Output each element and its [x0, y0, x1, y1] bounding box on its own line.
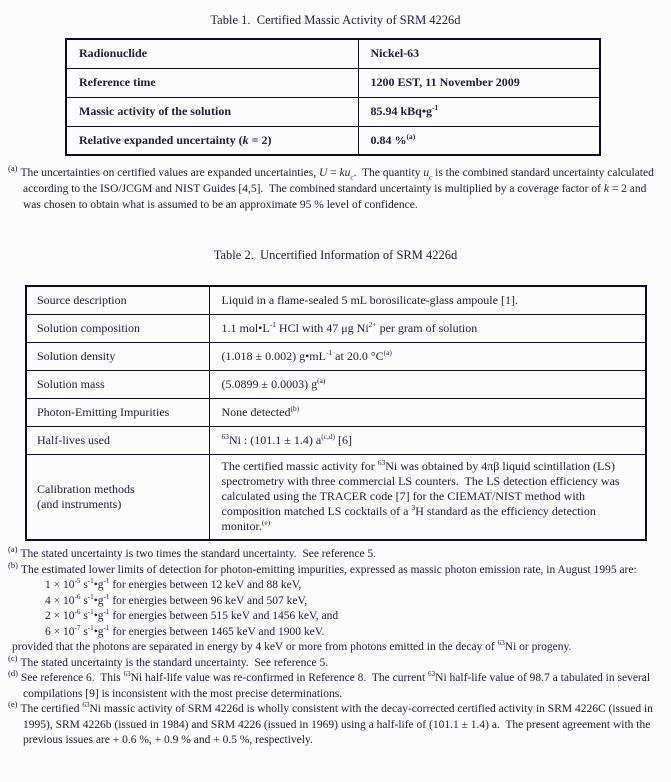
row-label: Solution density	[26, 342, 209, 370]
table-row	[66, 126, 600, 155]
row-value: $^{63}$Ni : (101.1 ± 1.4) $a^{(c,d)}$ [6]	[209, 426, 646, 454]
row-value: 0.84 %$^{(a)}$	[358, 126, 600, 155]
detection-limit-line: $2 \times 10^{-6}$ $s^{-1}•g^{-1}$ for energies between 515 keV and 1456 keV, and	[45, 608, 339, 622]
row-label: Solution composition	[26, 314, 209, 342]
table-row	[26, 370, 646, 398]
row-value: (1.018 ± 0.002) $g•mL^{-1}$ at 20.0 $^\circ C^{(a)}$	[209, 342, 646, 370]
footnote-e	[8, 699, 663, 749]
row-label: Radionuclide	[66, 39, 358, 68]
footnote-text: The estimated lower limits of detection for photon-emitting impurities, expressed as massic photon emission rate, in August 1995 are:	[20, 563, 637, 576]
detection-limit-line: $1 \times 10^{-5}$ $s^{-1}•g^{-1}$ for energies between 12 keV and 88 keV,	[45, 577, 302, 591]
table-row	[26, 398, 646, 426]
footnote-d	[8, 668, 663, 702]
table1-certified-massic-activity	[65, 38, 601, 156]
table-row	[26, 454, 646, 540]
detection-limit-line: $4 \times 10^{-6}$ $s^{-1}•g^{-1}$ for energies between 96 keV and 507 keV,	[45, 592, 308, 607]
row-label: Source description	[26, 286, 209, 314]
table2-title: Table 2. Uncertified Information of SRM 4226d	[213, 248, 458, 262]
table-row	[26, 342, 646, 370]
row-value: 1200 EST, 11 November 2009	[358, 68, 600, 97]
footnote-text: The uncertainties on certified values are expanded uncertainties, $U = ku_c$. The quantity $u_c$ is the combined standard uncertainty calculated according to the ISO/JCGM and NIST Guides [4,5]. The combined standard uncertainty is multiplied by a coverage factor of k = 2 and was chosen to obtain what is assumed to be an approximate 95 % level of confidence.	[20, 167, 657, 211]
detection-limit-line: $6 \times 10^{-7}$ $s^{-1}•g^{-1}$ for energies between 1465 keV and 1900 keV.	[45, 623, 325, 638]
footnote-marker: (e)	[8, 699, 18, 710]
row-label: Calibration methods (and instruments)	[26, 454, 209, 540]
footnote-marker: (a)	[8, 544, 18, 555]
footnote-marker: (a)	[8, 163, 18, 174]
row-label: Solution mass	[26, 370, 209, 398]
row-value: Nickel-63	[358, 39, 600, 68]
table-row	[66, 97, 600, 126]
footnote-c	[8, 652, 663, 672]
row-label: Half-lives used	[26, 426, 209, 454]
footnote-b-tail: provided that the photons are separated in energy by 4 keV or more from photons emitted in the decay of $^{63}$Ni or progeny.	[12, 639, 572, 653]
row-label: Massic activity of the solution	[66, 97, 358, 126]
footnote-text: See reference 6. This $^{63}$Ni half-life value was re-confirmed in Reference 8. The current $^{63}$Ni half-life value of 98.7 a tabulated in several compilations [9] is inconsistent with the most precise determinations.	[20, 670, 653, 700]
row-label: Photon-Emitting Impurities	[26, 398, 209, 426]
row-value: Liquid in a flame-sealed 5 mL borosilicate-glass ampoule [1].	[209, 286, 646, 314]
footnote-a	[8, 544, 663, 563]
table1-title: Table 1. Certified Massic Activity of SRM 4226d	[210, 13, 461, 27]
table-row	[26, 314, 646, 342]
row-label: Reference time	[66, 68, 358, 97]
table-row	[66, 68, 600, 97]
table-row	[26, 286, 646, 314]
footnote-marker: (d)	[8, 668, 18, 679]
table2-uncertified-information	[25, 285, 647, 541]
row-value: 85.94 $kBq•g^{-1}$	[358, 97, 600, 126]
footnote-marker: (c)	[8, 652, 18, 663]
table-row	[66, 39, 600, 68]
table1-footnote-a	[8, 165, 663, 213]
table-row	[26, 426, 646, 454]
row-value: The certified massic activity for $^{63}$Ni was obtained by 4πβ liquid scintillation (LS) spectrometry with three commercial LS counters. The LS detection efficiency was calculated using the TRACER code [7] for the CIEMAT/NIST method with composition matched LS cocktails of a $^3$H standard as the efficiency detection monitor.$^{(e)}$	[209, 454, 646, 540]
table2-footnotes	[8, 544, 663, 749]
footnote-marker: (b)	[8, 559, 18, 570]
row-value: None detected$^{(b)}$	[209, 398, 646, 426]
row-value: 1.1 $mol•L^{-1}$ HCl with 47 μg $Ni^{2+}$ per gram of solution	[209, 314, 646, 342]
footnote-text: The stated uncertainty is two times the standard uncertainty. See reference 5.	[20, 548, 377, 560]
footnote-text: The certified $^{63}$Ni massic activity of SRM 4226d is wholly consistent with the decay-corrected certified activity in SRM 4226C (issued in 1995), SRM 4226b (issued in 1984) and SRM 4226 (issued in 1969) using a half-life of (101.1 ± 1.4) a. The present agreement with the previous issues are + 0.6 %, + 0.9 % and + 0.5 %, respectively.	[20, 701, 656, 746]
footnote-b	[8, 559, 663, 656]
row-value: (5.0899 ± 0.0003) $g^{(a)}$	[209, 370, 646, 398]
row-label: Relative expanded uncertainty (k = 2)	[66, 126, 358, 155]
footnote-text: The stated uncertainty is the standard uncertainty. See reference 5.	[20, 656, 329, 669]
